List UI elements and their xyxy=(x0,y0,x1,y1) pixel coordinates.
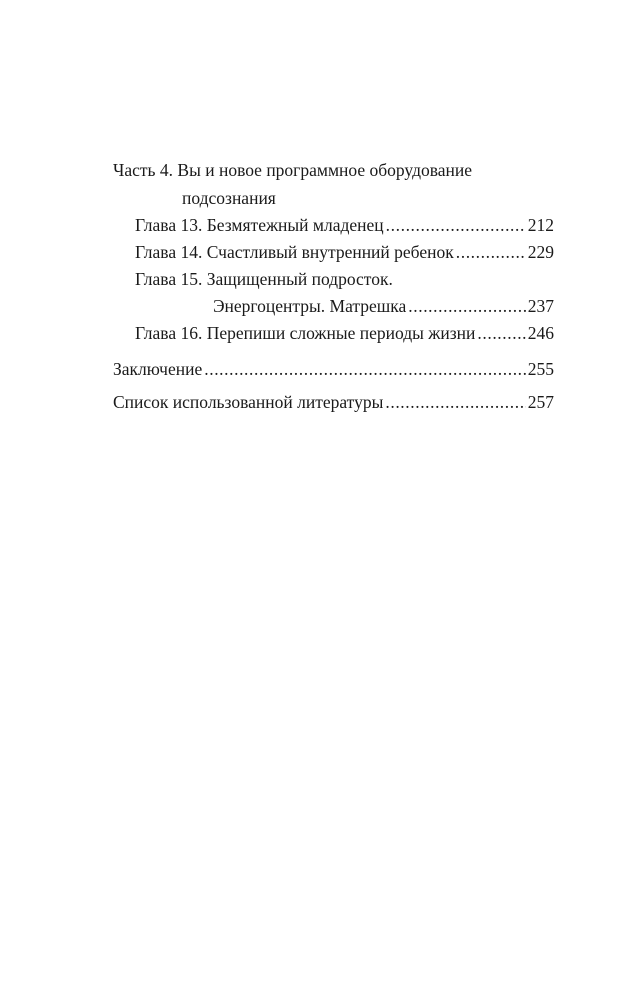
toc-page-number: 237 xyxy=(527,296,554,316)
toc-entry-label: Список использованной литературы xyxy=(113,392,384,412)
toc-page-number: 255 xyxy=(527,359,554,379)
toc-entry-label: Заключение xyxy=(113,359,203,379)
toc-entry-label: Глава 16. Перепиши сложные периоды жизни xyxy=(135,323,476,343)
toc-bibliography xyxy=(113,386,554,419)
toc-conclusion xyxy=(113,353,554,386)
toc-chapter-15-continuation xyxy=(113,293,554,320)
toc-page-number: 229 xyxy=(527,242,554,262)
dot-leader xyxy=(385,386,525,419)
table-of-contents xyxy=(113,156,554,419)
dot-leader xyxy=(477,320,525,347)
dot-leader xyxy=(456,239,526,266)
toc-page-number: 212 xyxy=(527,215,554,235)
toc-page-number: 257 xyxy=(527,392,554,412)
toc-part-4 xyxy=(113,156,554,184)
toc-part-4-title-cont: подсознания xyxy=(182,188,276,208)
toc-entry-label: Глава 13. Безмятежный младенец xyxy=(135,215,384,235)
toc-page-number: 246 xyxy=(527,323,554,343)
dot-leader xyxy=(386,212,526,239)
toc-entry-label: Глава 14. Счастливый внутренний ребенок xyxy=(135,242,454,262)
toc-entry-label: Глава 15. Защищенный подросток. xyxy=(135,269,393,289)
toc-chapter-16 xyxy=(113,320,554,347)
toc-chapter-15 xyxy=(113,266,554,293)
dot-leader xyxy=(408,293,525,320)
toc-entry-label: Энергоцентры. Матрешка xyxy=(213,296,407,316)
toc-part-4-continuation xyxy=(113,184,554,212)
toc-chapter-14 xyxy=(113,239,554,266)
dot-leader xyxy=(204,353,526,386)
toc-chapter-13 xyxy=(113,212,554,239)
toc-part-4-title: Часть 4. Вы и новое программное оборудование xyxy=(113,160,473,180)
